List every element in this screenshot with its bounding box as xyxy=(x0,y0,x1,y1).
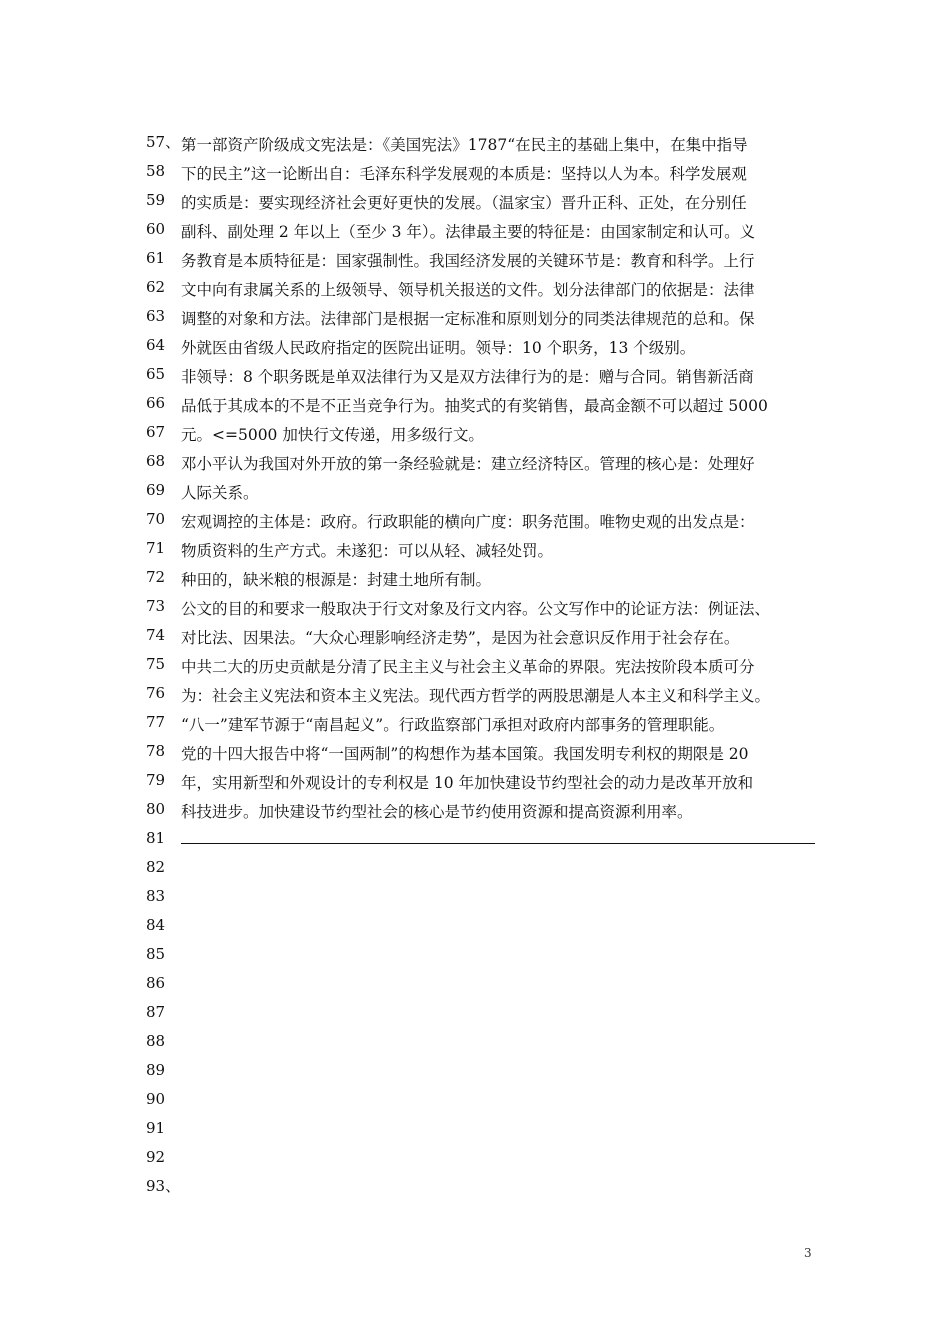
text-line: 下的民主”这一论断出自：毛泽东科学发展观的本质是：坚持以人为本。科学发展观 xyxy=(181,165,747,183)
line-number: 57、 xyxy=(146,133,181,151)
line-number: 76 xyxy=(146,684,166,702)
line-number: 70 xyxy=(146,510,166,528)
line-number: 83 xyxy=(146,887,166,905)
line-number: 84 xyxy=(146,916,166,934)
text-line: 外就医由省级人民政府指定的医院出证明。领导：10 个职务，13 个级别。 xyxy=(181,339,696,357)
text-line: 种田的，缺米粮的根源是：封建土地所有制。 xyxy=(181,571,492,589)
line-number: 77 xyxy=(146,713,166,731)
line-number: 82 xyxy=(146,858,166,876)
text-line: 调整的对象和方法。法律部门是根据一定标准和原则划分的同类法律规范的总和。保 xyxy=(181,310,755,328)
line-number: 75 xyxy=(146,655,166,673)
line-number: 90 xyxy=(146,1090,166,1108)
line-number: 68 xyxy=(146,452,166,470)
text-line: 年，实用新型和外观设计的专利权是 10 年加快建设节约型社会的动力是改革开放和 xyxy=(181,774,754,792)
text-line: 的实质是：要实现经济社会更好更快的发展。（温家宝）晋升正科、正处，在分别任 xyxy=(181,194,747,212)
body-text xyxy=(181,131,815,827)
line-number: 63 xyxy=(146,307,166,325)
line-number: 89 xyxy=(146,1061,166,1079)
line-number: 92 xyxy=(146,1148,166,1166)
line-number: 62 xyxy=(146,278,166,296)
line-number: 86 xyxy=(146,974,166,992)
text-line: 文中向有隶属关系的上级领导、领导机关报送的文件。划分法律部门的依据是：法律 xyxy=(181,281,755,299)
text-line: 公文的目的和要求一般取决于行文对象及行文内容。公文写作中的论证方法：例证法、 xyxy=(181,600,771,618)
line-number: 81 xyxy=(146,829,166,847)
line-number: 65 xyxy=(146,365,166,383)
text-line: 务教育是本质特征是：国家强制性。我国经济发展的关键环节是：教育和科学。上行 xyxy=(181,252,755,270)
text-line: 科技进步。加快建设节约型社会的核心是节约使用资源和提高资源利用率。 xyxy=(181,803,693,821)
text-line: 元。<=5000 加快行文传递，用多级行文。 xyxy=(181,426,484,444)
line-number: 73 xyxy=(146,597,166,615)
line-number: 74 xyxy=(146,626,166,644)
horizontal-rule xyxy=(181,843,815,844)
text-line: 邓小平认为我国对外开放的第一条经验就是：建立经济特区。管理的核心是：处理好 xyxy=(181,455,755,473)
text-line: 宏观调控的主体是：政府。行政职能的横向广度：职务范围。唯物史观的出发点是： xyxy=(181,513,755,531)
line-number: 78 xyxy=(146,742,166,760)
line-number: 66 xyxy=(146,394,166,412)
line-number: 80 xyxy=(146,800,166,818)
line-number: 93、 xyxy=(146,1177,181,1195)
line-number: 88 xyxy=(146,1032,166,1050)
text-line: “八一”建军节源于“南昌起义”。行政监察部门承担对政府内部事务的管理职能。 xyxy=(181,716,725,734)
page-number: 3 xyxy=(804,1246,812,1260)
text-line: 副科、副处理 2 年以上（至少 3 年）。法律最主要的特征是：由国家制定和认可。义 xyxy=(181,223,756,241)
line-number: 71 xyxy=(146,539,166,557)
line-number: 79 xyxy=(146,771,166,789)
line-number: 91 xyxy=(146,1119,166,1137)
text-line: 第一部资产阶级成文宪法是：《美国宪法》1787“在民主的基础上集中，在集中指导 xyxy=(181,136,748,154)
text-line: 为：社会主义宪法和资本主义宪法。现代西方哲学的两股思潮是人本主义和科学主义。 xyxy=(181,687,771,705)
text-line: 人际关系。 xyxy=(181,484,259,502)
line-number: 61 xyxy=(146,249,166,267)
line-number: 60 xyxy=(146,220,166,238)
text-line: 中共二大的历史贡献是分清了民主主义与社会主义革命的界限。宪法按阶段本质可分 xyxy=(181,658,755,676)
line-number: 59 xyxy=(146,191,166,209)
text-line: 非领导：8 个职务既是单双法律行为又是双方法律行为的是：赠与合同。销售新活商 xyxy=(181,368,754,386)
line-number: 64 xyxy=(146,336,166,354)
text-line: 党的十四大报告中将“一国两制”的构想作为基本国策。我国发明专利权的期限是 20 xyxy=(181,745,749,763)
line-number: 67 xyxy=(146,423,166,441)
line-number: 72 xyxy=(146,568,166,586)
text-line: 品低于其成本的不是不正当竞争行为。抽奖式的有奖销售，最高金额不可以超过 5000 xyxy=(181,397,768,415)
line-number: 85 xyxy=(146,945,166,963)
text-line: 对比法、因果法。“大众心理影响经济走势”，是因为社会意识反作用于社会存在。 xyxy=(181,629,740,647)
text-line: 物质资料的生产方式。未遂犯：可以从轻、减轻处罚。 xyxy=(181,542,554,560)
line-number: 87 xyxy=(146,1003,166,1021)
line-number-column xyxy=(146,128,186,1201)
line-number: 69 xyxy=(146,481,166,499)
line-number: 58 xyxy=(146,162,166,180)
